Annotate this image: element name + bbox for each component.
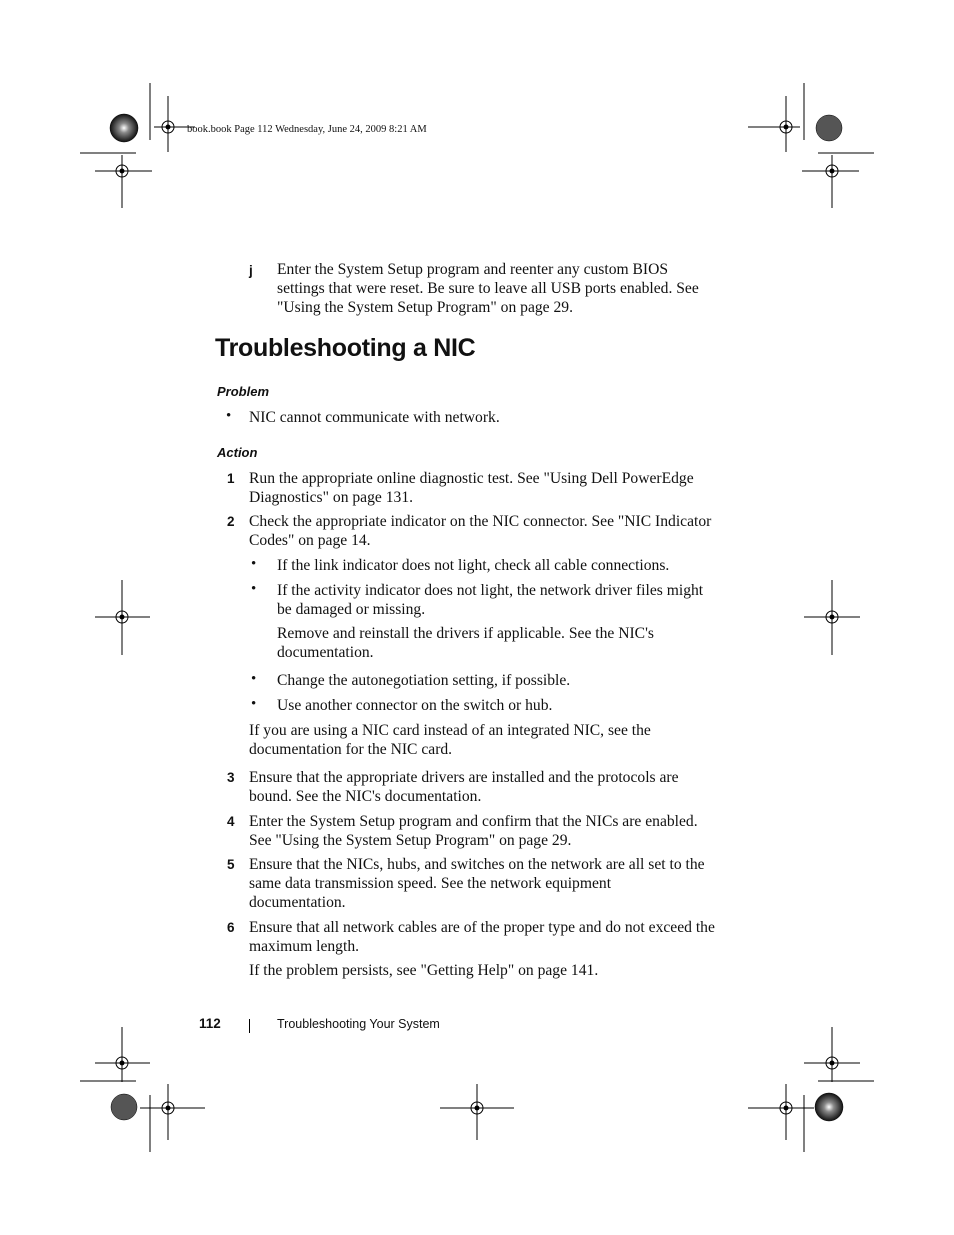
- step-number: 2: [227, 514, 235, 529]
- print-slug: book.book Page 112 Wednesday, June 24, 2009 8:21 AM: [187, 124, 427, 135]
- step-number: 5: [227, 857, 235, 872]
- crosshair-icon: [108, 157, 136, 185]
- footer-divider: [249, 1019, 250, 1033]
- note-text: Remove and reinstall the drivers if applicable. See the NIC's documentation.: [277, 625, 654, 661]
- problem-label: Problem: [217, 384, 270, 399]
- step-2-text: Check the appropriate indicator on the NIC connector. See "NIC Indicator Codes" on page 14.: [249, 513, 712, 549]
- step-number: 6: [227, 920, 235, 935]
- problem-item: NIC cannot communicate with network.: [249, 409, 500, 426]
- bullet-icon: •: [251, 671, 257, 687]
- step-4-text: Enter the System Setup program and confirm that the NICs are enabled. See "Using the System Setup Program" on page 29.: [249, 813, 698, 849]
- page-number: 112: [199, 1016, 221, 1031]
- step-marker: j: [249, 263, 253, 278]
- action-label: Action: [217, 445, 258, 460]
- list-item: If the activity indicator does not light, the network driver files might be damaged or missing.: [277, 582, 704, 618]
- step-1-text: Run the appropriate online diagnostic test. See "Using Dell PowerEdge Diagnostics" on page 131.: [249, 470, 694, 506]
- footer-section-title: Troubleshooting Your System: [277, 1017, 440, 1031]
- crosshair-icon: [154, 113, 182, 141]
- step-5-text: Ensure that the NICs, hubs, and switches on the network are all set to the same data transmission speed. See the network equipment documentation.: [249, 856, 705, 911]
- step-number: 4: [227, 814, 235, 829]
- step-2-paragraph: If you are using a NIC card instead of an integrated NIC, see the documentation for the NIC card.: [249, 722, 651, 758]
- closing-paragraph: If the problem persists, see "Getting Help" on page 141.: [249, 962, 599, 979]
- step-number: 3: [227, 770, 235, 785]
- step-j-text: Enter the System Setup program and reenter any custom BIOS settings that were reset. Be sure to leave all USB ports enabled. See "Using the System Setup Program" on page 29.: [277, 261, 699, 316]
- step-3-text: Ensure that the appropriate drivers are installed and the protocols are bound. See the NIC's documentation.: [249, 769, 679, 805]
- step-6-text: Ensure that all network cables are of the proper type and do not exceed the maximum length.: [249, 919, 715, 955]
- bullet-icon: •: [251, 556, 257, 572]
- bullet-icon: •: [251, 581, 257, 597]
- list-item: Change the autonegotiation setting, if possible.: [277, 672, 571, 689]
- step-number: 1: [227, 471, 235, 486]
- list-item: Use another connector on the switch or hub.: [277, 697, 553, 714]
- section-heading: Troubleshooting a NIC: [215, 334, 476, 362]
- bullet-icon: •: [226, 408, 232, 424]
- bullet-icon: •: [251, 696, 257, 712]
- list-item: If the link indicator does not light, check all cable connections.: [277, 557, 670, 574]
